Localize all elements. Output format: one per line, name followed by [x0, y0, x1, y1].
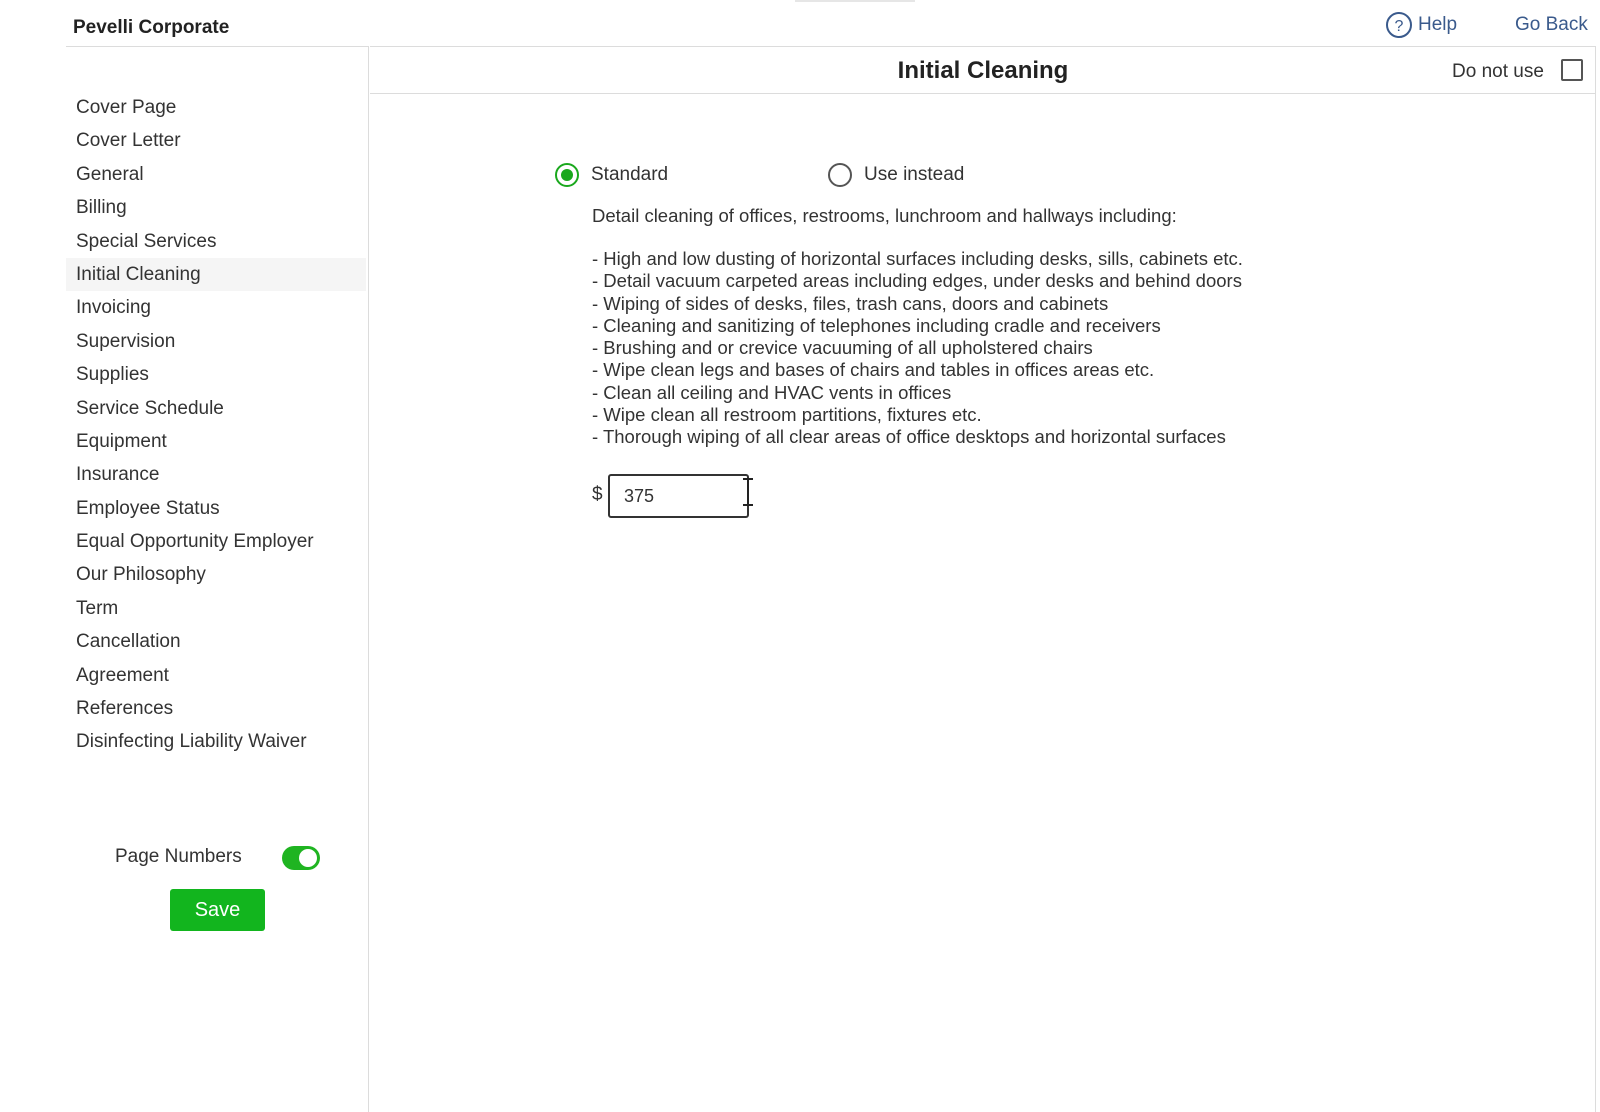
page-numbers-label: Page Numbers: [115, 846, 242, 867]
do-not-use-checkbox[interactable]: [1561, 59, 1583, 81]
toggle-knob: [299, 849, 317, 867]
sidebar-item-our-philosophy[interactable]: Our Philosophy: [76, 564, 206, 586]
company-name: Pevelli Corporate: [73, 17, 230, 38]
list-item: - Brushing and or crevice vacuuming of all upholstered chairs: [592, 337, 1093, 359]
sidebar-item-references[interactable]: References: [76, 698, 174, 720]
sidebar-divider: [66, 46, 369, 47]
list-item: - Detail vacuum carpeted areas including edges, under desks and behind doors: [592, 270, 1242, 292]
use-instead-label: Use instead: [864, 164, 965, 185]
top-indicator: [795, 0, 915, 2]
list-item: - High and low dusting of horizontal surfaces including desks, sills, cabinets etc.: [592, 248, 1243, 269]
list-item: - Wiping of sides of desks, files, trash cans, doors and cabinets: [592, 292, 1109, 314]
use-instead-radio[interactable]: [828, 163, 852, 187]
sidebar: [0, 46, 369, 1112]
sidebar-item-cover-page[interactable]: Cover Page: [76, 97, 177, 118]
sidebar-item-general[interactable]: General: [76, 163, 144, 185]
help-icon: [1385, 11, 1413, 39]
sidebar-item-initial-cleaning[interactable]: Initial Cleaning: [66, 258, 366, 291]
sidebar-nav: [66, 91, 366, 759]
sidebar-item-supervision[interactable]: Supervision: [76, 330, 176, 352]
list-item: - Clean all ceiling and HVAC vents in offices: [592, 381, 952, 403]
list-item: - Cleaning and sanitizing of telephones including cradle and receivers: [592, 314, 1161, 336]
currency-symbol: $: [592, 484, 603, 505]
description-list: [592, 248, 1243, 449]
page-title: Initial Cleaning: [897, 57, 1069, 84]
standard-option[interactable]: [555, 163, 668, 187]
sidebar-item-supplies[interactable]: Supplies: [76, 364, 149, 386]
go-back-link[interactable]: Go Back: [1515, 14, 1588, 35]
sidebar-item-service-schedule[interactable]: Service Schedule: [76, 397, 224, 419]
sidebar-item-invoicing[interactable]: Invoicing: [76, 297, 151, 319]
standard-radio[interactable]: [555, 163, 579, 187]
list-item: - Thorough wiping of all clear areas of office desktops and horizontal surfaces: [592, 426, 1226, 448]
sidebar-item-cancellation[interactable]: Cancellation: [76, 631, 181, 653]
page-numbers-toggle[interactable]: [282, 846, 320, 870]
price-input[interactable]: [608, 474, 749, 518]
save-button[interactable]: Save: [170, 889, 265, 931]
list-item: - Wipe clean all restroom partitions, fixtures etc.: [592, 404, 982, 426]
sidebar-item-billing[interactable]: Billing: [76, 197, 127, 219]
sidebar-item-special-services[interactable]: Special Services: [76, 230, 217, 252]
text-cursor-icon: [740, 477, 756, 507]
top-bar: [0, 0, 1600, 46]
sidebar-item-insurance[interactable]: Insurance: [76, 464, 160, 486]
sidebar-item-employee-status[interactable]: Employee Status: [76, 497, 220, 519]
description-intro: Detail cleaning of offices, restrooms, lunchroom and hallways including:: [592, 205, 1177, 226]
sidebar-item-agreement[interactable]: Agreement: [76, 664, 169, 686]
standard-label: Standard: [591, 164, 669, 185]
sidebar-item-equal-opportunity-employer[interactable]: Equal Opportunity Employer: [76, 531, 314, 553]
sidebar-item-cover-letter[interactable]: Cover Letter: [76, 130, 181, 152]
list-item: - Wipe clean legs and bases of chairs and tables in offices areas etc.: [592, 359, 1155, 381]
description: [592, 205, 1243, 449]
sidebar-item-disinfecting-liability-waiver[interactable]: Disinfecting Liability Waiver: [76, 731, 307, 753]
svg-text:?: ?: [1394, 18, 1404, 35]
use-instead-option[interactable]: [828, 163, 964, 187]
sidebar-item-term[interactable]: Term: [76, 597, 119, 619]
main-panel: [370, 46, 1596, 1112]
do-not-use-label: Do not use: [1452, 61, 1544, 82]
help-label: Help: [1418, 14, 1458, 35]
sidebar-item-equipment[interactable]: Equipment: [76, 430, 167, 452]
main-header: [370, 47, 1596, 94]
help-link[interactable]: [1385, 11, 1457, 39]
